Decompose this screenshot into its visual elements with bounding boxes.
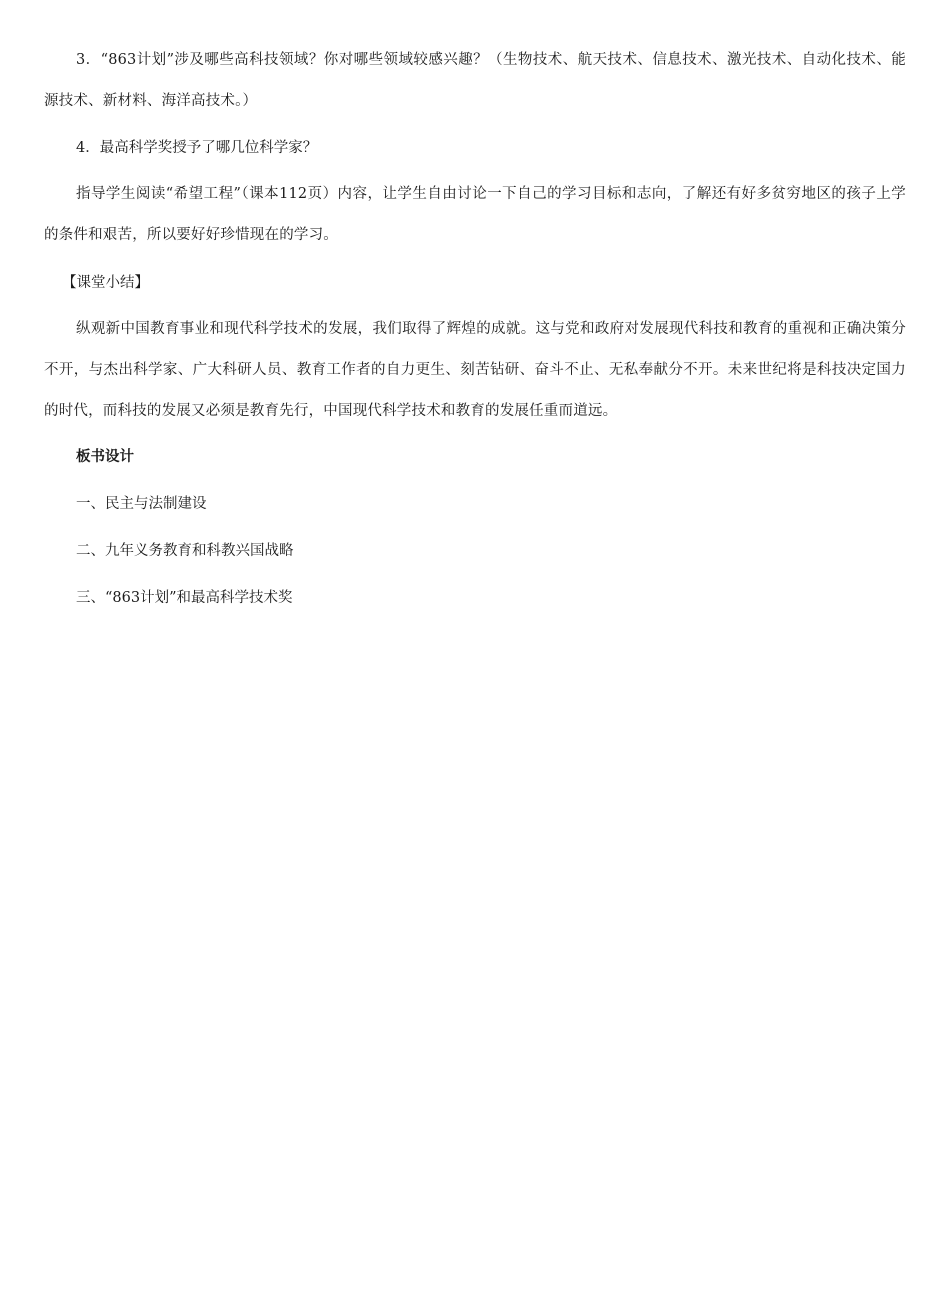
summary-heading: 【课堂小结】 xyxy=(62,275,149,291)
question-4: 4．最高科学奖授予了哪几位科学家？ xyxy=(76,140,318,156)
summary-paragraph: 纵观新中国教育事业和现代科学技术的发展，我们取得了辉煌的成就。这与党和政府对发展现代科技和教育的重视和正确决策分不开，与杰出科学家、广大科研人员、教育工作者的自力更生、刻苦钻研、奋斗不止、无私奉献分不开。未来世纪将是科技决定国力的时代，而科技的发展又必须是教育先行，中国现代科学技术和教育的发展任重而道远。 xyxy=(44,321,906,419)
board-item-1: 一、民主与法制建设 xyxy=(76,496,207,512)
board-item-2: 二、九年义务教育和科教兴国战略 xyxy=(76,543,294,559)
question-3: 3．“863计划”涉及哪些高科技领域？你对哪些领域较感兴趣？（生物技术、航天技术、信息技术、激光技术、自动化技术、能源技术、新材料、海洋高技术。） xyxy=(44,52,906,109)
guidance-paragraph: 指导学生阅读“希望工程”（课本112页）内容，让学生自由讨论一下自己的学习目标和志向，了解还有好多贫穷地区的孩子上学的条件和艰苦，所以要好好珍惜现在的学习。 xyxy=(44,186,906,243)
board-item-3: 三、“863计划”和最高科学技术奖 xyxy=(76,590,293,606)
board-design-heading: 板书设计 xyxy=(76,448,134,465)
